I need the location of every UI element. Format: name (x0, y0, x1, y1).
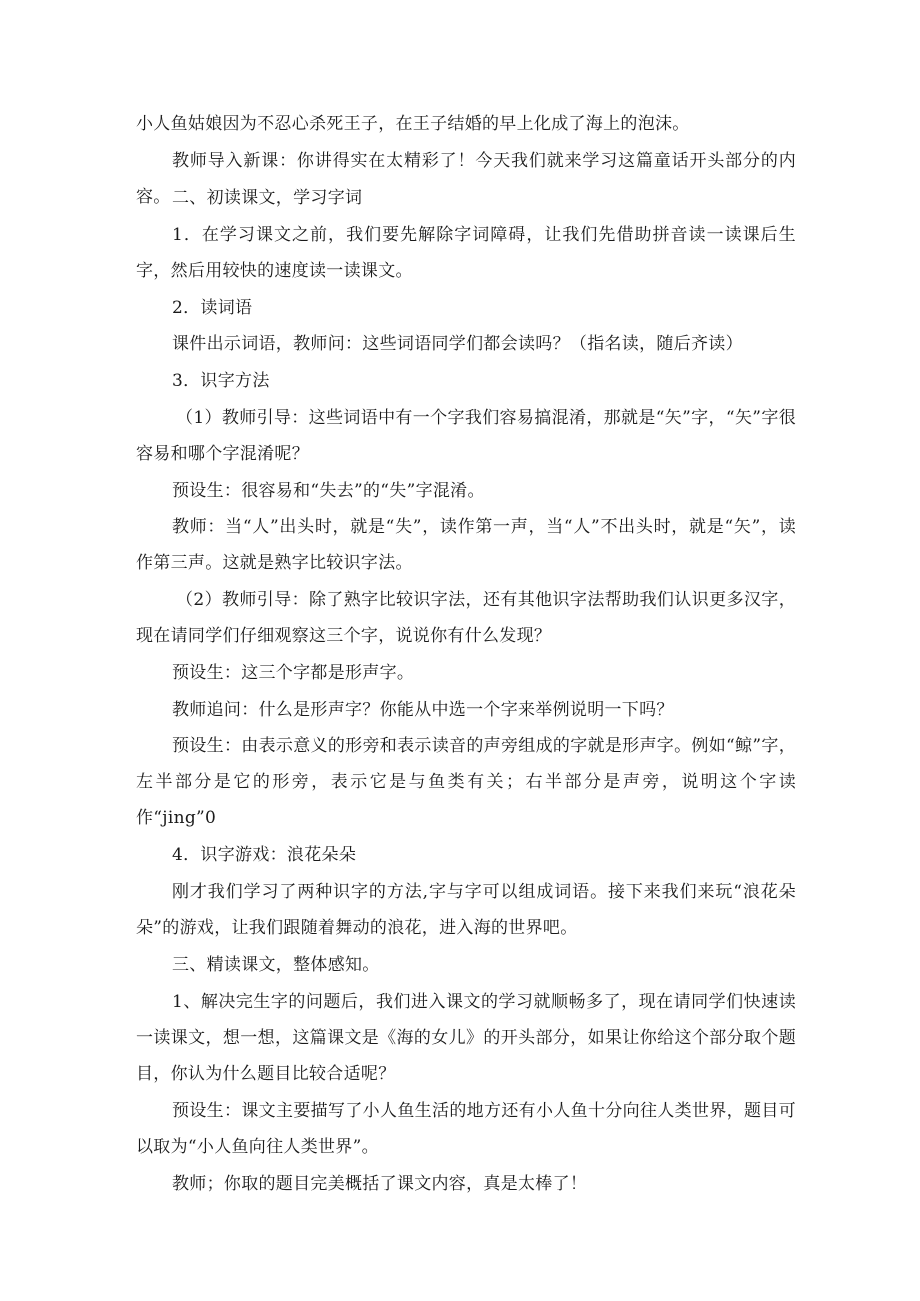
section-heading-3: 三、精读课文，整体感知。 (172, 955, 380, 975)
paragraph-1: 小人鱼姑娘因为不忍心杀死王子，在王子结婚的早上化成了海上的泡沫。 (136, 114, 690, 134)
paragraph-2: 教师导入新课：你讲得实在太精彩了！今天我们就来学习这篇童话开头部分的内容。 (136, 151, 796, 207)
paragraph-13: 教师追问：什么是形声字？你能从中选一个字来举例说明一下吗？ (172, 700, 674, 720)
paragraph-19: 预设生：课文主要描写了小人鱼生活的地方还有小人鱼十分向往人类世界，题目可以取为“小人鱼向往人类世界”。 (136, 1101, 796, 1157)
paragraph-16: 刚才我们学习了两种识字的方法,字与字可以组成词语。接下来我们来玩“浪花朵朵”的游戏，让我们跟随着舞动的浪花，进入海的世界吧。 (136, 882, 796, 938)
paragraph-8: （1）教师引导：这些词语中有一个字我们容易搞混淆，那就是“矢”字，“矢”字很容易和哪个字混淆呢？ (136, 408, 796, 464)
paragraph-item-4: 4．识字游戏：浪花朵朵 (172, 845, 357, 865)
section-heading-2: 二、初读课文，学习字词 (172, 188, 363, 208)
paragraph-item-1: 1．在学习课文之前，我们要先解除字词障碍，让我们先借助拼音读一读课后生字，然后用较快的速度读一读课文。 (136, 225, 796, 281)
paragraph-item-2: 2．读词语 (172, 298, 253, 318)
paragraph-9: 预设生：很容易和“失去”的“失”字混淆。 (172, 481, 485, 501)
paragraph-item-3: 3．识字方法 (172, 371, 270, 391)
paragraph-10: 教师：当“人”出头时，就是“失”，读作第一声，当“人”不出头时，就是“矢”，读作第三声。这就是熟字比较识字法。 (136, 517, 796, 573)
paragraph-12: 预设生：这三个字都是形声字。 (172, 663, 415, 683)
paragraph-6: 课件出示词语，教师问：这些词语同学们都会读吗？（指名读，随后齐读） (172, 334, 743, 354)
paragraph-14: 预设生：由表示意义的形旁和表示读音的声旁组成的字就是形声字。例如“鲸”字，左半部分是它的形旁，表示它是与鱼类有关；右半部分是声旁，说明这个字读作“jing”0 (136, 736, 796, 828)
paragraph-18: 1、解决完生字的问题后，我们进入课文的学习就顺畅多了，现在请同学们快速读一读课文，想一想，这篇课文是《海的女儿》的开头部分，如果让你给这个部分取个题目，你认为什么题目比较合适呢？ (136, 992, 796, 1084)
paragraph-20: 教师；你取的题目完美概括了课文内容，真是太棒了！ (172, 1174, 588, 1194)
paragraph-11: （2）教师引导：除了熟字比较识字法，还有其他识字法帮助我们认识更多汉字，现在请同学们仔细观察这三个字，说说你有什么发现？ (136, 590, 796, 646)
